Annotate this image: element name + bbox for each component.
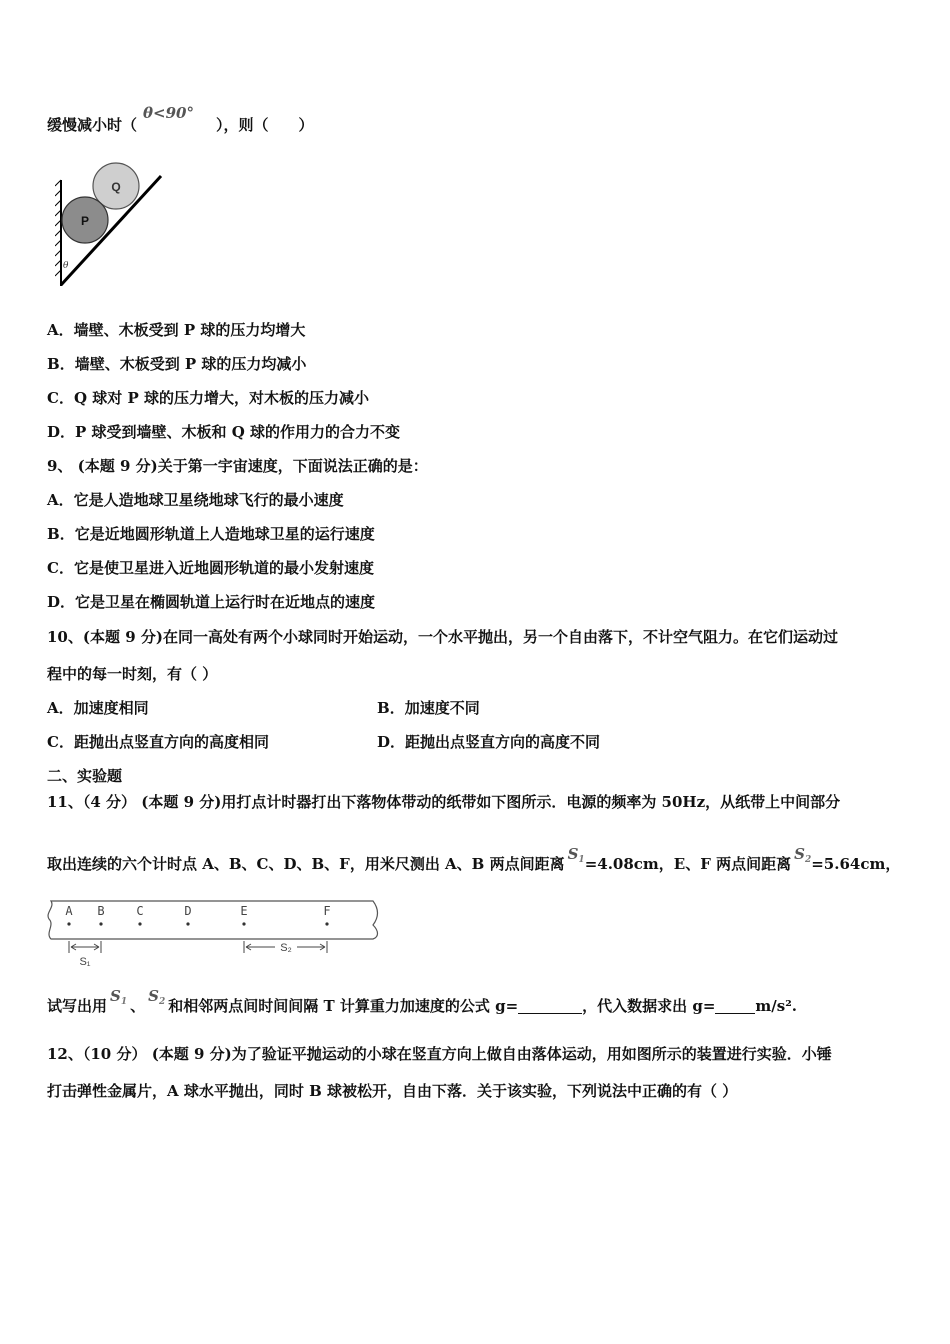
- q9-option-b: B．它是近地圆形轨道上人造地球卫星的运行速度: [47, 525, 375, 543]
- s2-symbol: $S_2$: [794, 845, 812, 865]
- tape-dot-a: [67, 922, 70, 925]
- balls-incline-figure: [55, 160, 170, 290]
- tape-label-a: A: [65, 904, 73, 918]
- s2-symbol-2: $S_2$: [148, 987, 166, 1007]
- answer-blank-formula[interactable]: [518, 999, 582, 1014]
- tape-dot-f: [325, 922, 328, 925]
- q10-option-d: D．距抛出点竖直方向的高度不同: [377, 733, 601, 751]
- q9-option-c: C．它是使卫星进入近地圆形轨道的最小发射速度: [47, 559, 374, 577]
- q10-options-row2: [47, 732, 907, 752]
- ball-q-label: Q: [111, 180, 121, 194]
- q11-line1: 11、（4 分） (本题 9 分)用打点计时器打出下落物体带动的纸带如下图所示．电源的频率为 50Hz，从纸带上中间部分: [47, 793, 841, 811]
- q8-option-b: B．墙壁、木板受到 P 球的压力均减小: [47, 355, 307, 373]
- q9-stem: 9、 (本题 9 分)关于第一宇宙速度，下面说法正确的是：: [47, 457, 428, 475]
- tape-dot-c: [138, 922, 141, 925]
- q12-line1: 12、（10 分） (本题 9 分)为了验证平抛运动的小球在竖直方向上做自由落体运动，用如图所示的装置进行实验．小锤: [47, 1045, 832, 1063]
- paper-tape-figure: [45, 895, 380, 970]
- q11-line3: 试写出用$S_1$ 、$S_2$ 和相邻两点间时间间隔 T 计算重力加速度的公式 g= ，代入数据求出 g= m/s².: [47, 987, 798, 1015]
- tape-dot-d: [186, 922, 189, 925]
- tape-label-f: F: [323, 904, 331, 918]
- tape-label-d: D: [184, 904, 192, 918]
- tape-dot-b: [99, 922, 102, 925]
- tape-label-c: C: [136, 904, 144, 918]
- tape-s2-label: S₂: [280, 942, 292, 954]
- q10-stem-line1: 10、(本题 9 分)在同一高处有两个小球同时开始运动，一个水平抛出，另一个自由落下，不计空气阻力。在它们运动过: [47, 628, 838, 646]
- q12-line2: 打击弹性金属片，A 球水平抛出，同时 B 球被松开，自由下落．关于该实验，下列说法中正确的有（ ）: [47, 1082, 738, 1100]
- tape-label-b: B: [97, 904, 105, 918]
- tape-s1-label: S₁: [79, 956, 91, 968]
- q8-option-a: A．墙壁、木板受到 P 球的压力均增大: [47, 321, 306, 339]
- q10-option-a: A．加速度相同: [47, 699, 149, 717]
- q11-line2: 取出连续的六个计时点 A、B、C、D、B、F，用米尺测出 A、B 两点间距离$S_1=4.08cm$，E、F 两点间距离$S_2=5.64cm$，: [47, 845, 901, 873]
- q10-stem-line2: 程中的每一时刻，有（ ）: [47, 665, 218, 683]
- tape-dot-e: [242, 922, 245, 925]
- q10-option-b: B．加速度不同: [377, 699, 480, 717]
- q8-option-c: C．Q 球对 P 球的压力增大，对木板的压力减小: [47, 389, 369, 407]
- answer-blank-value[interactable]: [715, 999, 755, 1014]
- ball-p-label: P: [80, 214, 90, 228]
- tape-label-e: E: [240, 904, 248, 918]
- s1-symbol-2: $S_1$: [110, 987, 128, 1007]
- theta-condition: θ<90°: [143, 104, 194, 122]
- section-title: 二、实验题: [47, 767, 123, 785]
- q10-option-c: C．距抛出点竖直方向的高度相同: [47, 733, 269, 751]
- q9-option-d: D．它是卫星在椭圆轨道上运行时在近地点的速度: [47, 593, 376, 611]
- q8-option-d: D．P 球受到墙壁、木板和 Q 球的作用力的合力不变: [47, 423, 401, 441]
- intro-line: [47, 104, 314, 135]
- intro-suffix: ），则（ ）: [215, 116, 314, 134]
- theta-label: θ: [63, 261, 69, 271]
- q9-option-a: A．它是人造地球卫星绕地球飞行的最小速度: [47, 491, 344, 509]
- s1-symbol: $S_1$: [567, 845, 585, 865]
- intro-prefix: 缓慢减小时（: [47, 116, 138, 134]
- q10-options-row1: [47, 698, 907, 718]
